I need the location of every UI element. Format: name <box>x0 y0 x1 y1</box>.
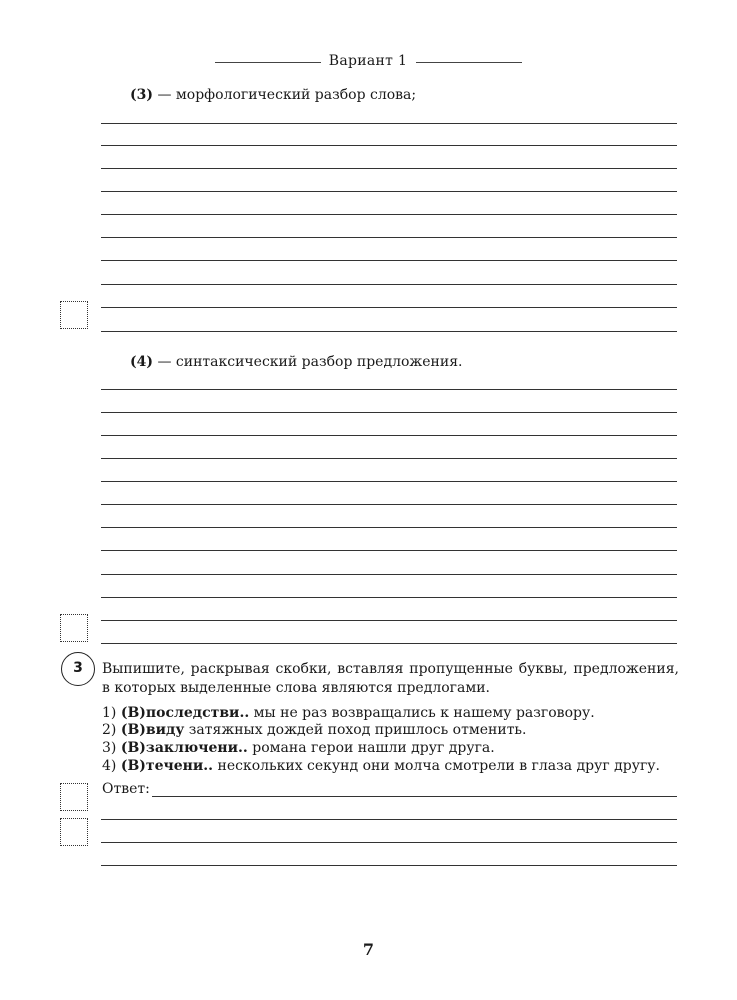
answer-line[interactable] <box>101 550 677 551</box>
item-number: 1) <box>102 705 117 721</box>
score-box[interactable] <box>60 301 88 329</box>
task-3-item-4 <box>102 758 660 774</box>
answer-line[interactable] <box>101 597 677 598</box>
task-number-badge: 3 <box>61 652 95 686</box>
answer-line[interactable] <box>101 574 677 575</box>
page-number: 7 <box>362 940 375 959</box>
item-number: 4) <box>102 758 117 774</box>
answer-line[interactable] <box>101 527 677 528</box>
section-4-number: (4) <box>130 354 153 370</box>
answer-line[interactable] <box>101 620 677 621</box>
answer-line[interactable] <box>101 389 677 390</box>
answer-line[interactable] <box>101 331 677 332</box>
answer-line[interactable] <box>101 214 677 215</box>
item-text: мы не раз возвращались к нашему разговору. <box>249 705 595 721</box>
item-text: нескольких секунд они молча смотрели в глаза друг другу. <box>213 758 660 774</box>
score-box[interactable] <box>60 818 88 846</box>
answer-line[interactable] <box>101 865 677 866</box>
answer-line[interactable] <box>101 284 677 285</box>
header-rule-right <box>416 62 522 63</box>
score-box[interactable] <box>60 783 88 811</box>
answer-line[interactable] <box>101 260 677 261</box>
item-word: (В)заключени.. <box>120 740 248 756</box>
item-word: (В)течени.. <box>120 758 214 774</box>
answer-line[interactable] <box>101 123 677 124</box>
answer-line[interactable] <box>101 237 677 238</box>
variant-title: Вариант 1 <box>328 53 408 69</box>
answer-line[interactable] <box>101 643 677 644</box>
section-4-text: — синтаксический разбор предложения. <box>153 354 463 370</box>
task-3-item-1 <box>102 705 595 721</box>
section-3-text: — морфологический разбор слова; <box>153 87 417 103</box>
task-3-instruction: Выпишите, раскрывая скобки, вставляя пропущенные буквы, предложения, в которых выделенные слова являются предлогами. <box>102 661 679 696</box>
item-text: затяжных дождей поход пришлось отменить. <box>184 722 527 738</box>
answer-line[interactable] <box>101 435 677 436</box>
item-number: 2) <box>102 722 117 738</box>
score-box[interactable] <box>60 614 88 642</box>
item-text: романа герои нашли друг друга. <box>247 740 495 756</box>
answer-line[interactable] <box>101 307 677 308</box>
section-3-number: (3) <box>130 87 153 103</box>
task-3-item-2 <box>102 722 527 738</box>
item-number: 3) <box>102 740 117 756</box>
item-word: (В)последстви.. <box>120 705 250 721</box>
task-3-item-3 <box>102 740 495 756</box>
answer-line[interactable] <box>101 145 677 146</box>
item-word: (В)виду <box>120 722 185 738</box>
answer-line[interactable] <box>101 819 677 820</box>
answer-line[interactable] <box>101 412 677 413</box>
answer-line[interactable] <box>152 796 677 797</box>
answer-line[interactable] <box>101 191 677 192</box>
section-3-heading <box>130 87 416 103</box>
answer-line[interactable] <box>101 504 677 505</box>
answer-label: Ответ: <box>102 781 150 797</box>
answer-line[interactable] <box>101 842 677 843</box>
section-4-heading <box>130 354 463 370</box>
answer-line[interactable] <box>101 168 677 169</box>
answer-line[interactable] <box>101 458 677 459</box>
answer-line[interactable] <box>101 481 677 482</box>
